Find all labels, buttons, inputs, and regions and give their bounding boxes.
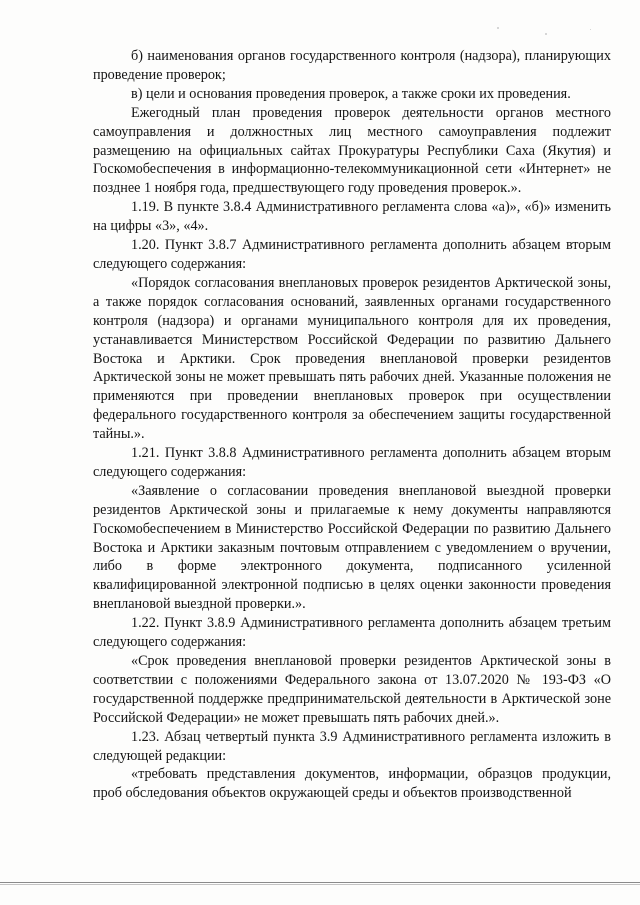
page-bottom-edge	[0, 882, 640, 883]
paragraph-1-23: 1.23. Абзац четвертый пункта 3.9 Административного регламента изложить в следующей редакции:	[93, 728, 611, 764]
quote-inspection-term: «Срок проведения внеплановой проверки резидентов Арктической зоны в соответствии с положениями Федерального закона от 13.07.2020 № 193-ФЗ «О государственной поддержке предпринимательской деятельности в Арктической зоне Российской Федерации» не может превышать пять рабочих дней.».	[93, 653, 611, 726]
paragraph-item-v: в) цели и основания проведения проверок, а также сроки их проведения.	[131, 85, 571, 102]
document-body	[93, 47, 611, 803]
scan-speck	[545, 33, 547, 35]
paragraph-1-22: 1.22. Пункт 3.8.9 Административного регламента дополнить абзацем третьим следующего содержания:	[93, 615, 611, 651]
quote-require-documents: «требовать представления документов, информации, образцов продукции, проб обследования объектов окружающей среды и объектов производственной	[93, 766, 611, 802]
page-bottom-edge-shadow	[0, 884, 640, 885]
paragraph-1-20: 1.20. Пункт 3.8.7 Административного регламента дополнить абзацем вторым следующего содержания:	[93, 237, 611, 272]
paragraph-annual-plan: Ежегодный план проведения проверок деятельности органов местного самоуправления и должностных лиц местного самоуправления подлежит размещению на официальных сайтах Прокуратуры Республики Саха (Якутия) и Госкомобеспечения в информационно-телекоммуникационной сети «Интернет» не позднее 1 ноября года, предшествующего году проведения проверок.».	[93, 104, 611, 197]
paragraph-1-21: 1.21. Пункт 3.8.8 Административного регламента дополнить абзацем вторым следующего содержания:	[93, 445, 611, 480]
quote-arctic-inspection-procedure: «Порядок согласования внеплановых проверок резидентов Арктической зоны, а также порядок согласования оснований, заявленных органами государственного контроля (надзора) и органами муниципального контроля для их проведения, устанавливается Министерством Российской Федерации по развитию Дальнего Востока и Арктики. Срок проведения внеплановой проверки резидентов Арктической зоны не может превышать пять рабочих дней. Указанные положения не применяются при проведении внеплановых проверок при осуществлении федерального государственного контроля за обеспечением защиты государственной тайны.».	[93, 274, 611, 443]
paragraph-1-19: 1.19. В пункте 3.8.4 Административного регламента слова «а)», «б)» изменить на цифры «3», «4».	[93, 199, 611, 235]
quote-application-approval: «Заявление о согласовании проведения внеплановой выездной проверки резидентов Арктической зоны и прилагаемые к нему документы направляются Госкомобеспечением в Министерство Российской Федерации по развитию Дальнего Востока и Арктики заказным почтовым отправлением с уведомлением о вручении, либо в форме электронного документа, подписанного усиленной квалифицированной электронной подписью в целях оценки законности проведения внеплановой выездной проверки.».	[93, 482, 611, 613]
scan-speck	[590, 29, 591, 30]
scan-speck	[497, 27, 499, 29]
paragraph-item-b: б) наименования органов государственного контроля (надзора), планирующих проведение проверок;	[93, 48, 611, 83]
